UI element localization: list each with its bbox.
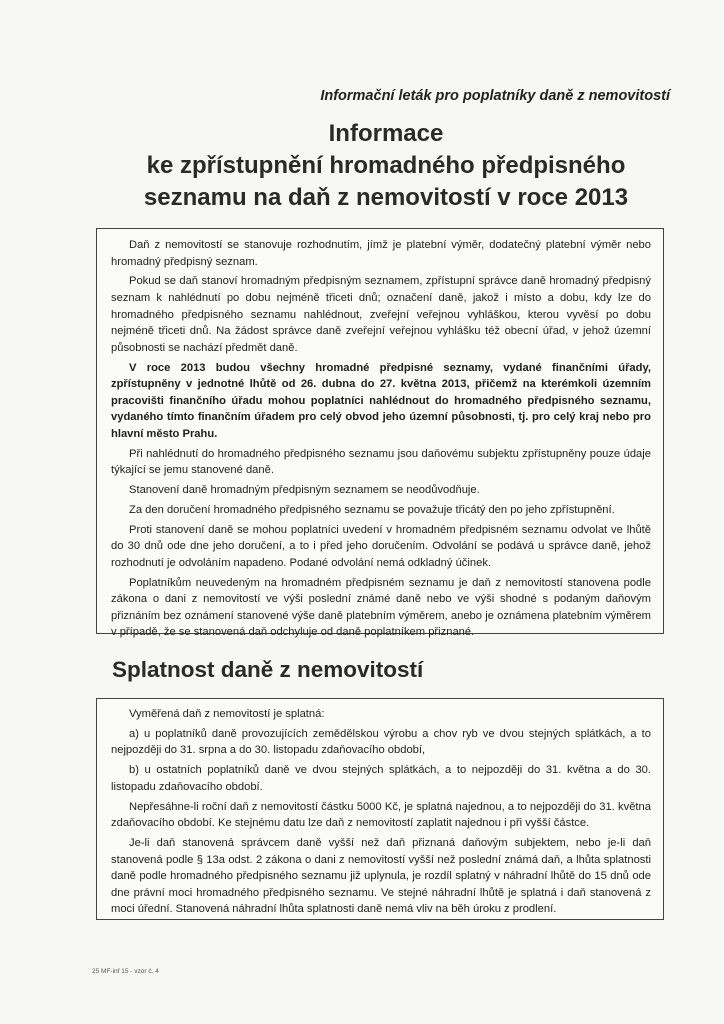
payment-paragraph: b) u ostatních poplatníků daně ve dvou stejných splátkách, a to nejpozději do 31. května a do 30. listopadu zdaňovacího období. xyxy=(111,764,651,793)
info-paragraph: Při nahlédnutí do hromadného předpisného seznamu jsou daňovému subjektu zpřístupněny pouze údaje týkající se jemu stanovené daně. xyxy=(111,447,651,477)
page-title xyxy=(96,118,676,214)
info-paragraph: Poplatníkům neuvedeným na hromadném předpisném seznamu je daň z nemovitostí stanovena podle zákona o dani z nemovitostí ve výši poslední známé daně nebo ve výši shodné s podaným daňovým přiznáním bez oznámení stanovené výše daně platebním výměrem, anebo je oznámena platebním výměrem v případě, že se stanovená daň odchyluje od daně poplatníkem přiznané. xyxy=(111,576,651,639)
info-paragraph: Za den doručení hromadného předpisného seznamu se považuje třicátý den po jeho zpřístupnění. xyxy=(129,503,615,516)
payment-paragraph: a) u poplatníků daně provozujících zemědělskou výrobu a chov ryb ve dvou stejných splátkách, a to nejpozději do 31. srpna a do 30. listopadu zdaňovacího období, xyxy=(111,727,651,757)
info-paragraph-highlight: V roce 2013 budou všechny hromadné předpisné seznamy, vydané finančními úřady, zpřístupněny v jednotné lhůtě od 26. dubna do 27. května 2013, přičemž na kterémkoli územním pracovišti finančního úřadu mohou poplatníci nahlédnout do hromadného předpisného seznamu, vydaného tímto finančním úřadem pro celý obvod jeho územní působnosti, tj. pro celý kraj nebo pro hlavní město Prahu. xyxy=(111,361,651,440)
title-line-3: seznamu na daň z nemovitostí v roce 2013 xyxy=(143,184,629,211)
info-box xyxy=(96,228,664,639)
payment-box xyxy=(96,698,664,920)
info-paragraph: Stanovení daně hromadným předpisným seznamem se neodůvodňuje. xyxy=(129,484,480,497)
info-paragraph: Proti stanovení daně se mohou poplatníci uvedení v hromadném předpisném seznamu odvolat ve lhůtě do 30 dnů ode dne jeho doručení, a to i před jeho doručením. Odvolání se podává u správce daně, jehož rozhodnutí je odvoláním napadeno. Podané odvolání nemá odkladný účinek. xyxy=(111,523,651,569)
title-line-1: Informace xyxy=(328,120,444,147)
info-paragraph: Pokud se daň stanoví hromadným předpisným seznamem, zpřístupní správce daně hromadný předpisný seznam k nahlédnutí po dobu nejméně třiceti dnů; označení daně, jakož i místo a dobu, kdy lze do hromadného předpisného seznamu nahlédnout, zveřejní veřejnou vyhláškou, kterou vyvěsí po dobu nejméně třiceti dnů. Na žádost správce daně zveřejní veřejnou vyhlášku též obecní úřad, v jehož územní působnosti se nachází předmět daně. xyxy=(111,275,651,354)
title-line-2: ke zpřístupnění hromadného předpisného xyxy=(146,152,626,179)
payment-paragraph: Vyměřená daň z nemovitostí je splatná: xyxy=(129,708,325,720)
payment-paragraph: Nepřesáhne-li roční daň z nemovitostí částku 5000 Kč, je splatná najednou, a to nejpozději do 31. května zdaňovacího období. Ke stejnému datu lze daň z nemovitostí zaplatit najednou i při vyšší částce. xyxy=(111,800,651,830)
info-paragraph: Daň z nemovitostí se stanovuje rozhodnutím, jímž je platební výměr, dodatečný platební výměr nebo hromadný předpisný seznam. xyxy=(111,239,651,268)
payment-paragraph: Je-li daň stanovená správcem daně vyšší než daň přiznaná daňovým subjektem, nebo je-li daň stanovená podle § 13a odst. 2 zákona o dani z nemovitostí vyšší než poslední známá daň, a lhůta splatnosti daně podle hromadného předpisného seznamu již uplynula, je rozdíl splatný v náhradní lhůtě do 15 dnů ode dne právní moci hromadného předpisného seznamu. Ve stejné náhradní lhůtě je splatná i daň stanovená z moci úřední. Stanovená náhradní lhůta splatnosti daně nemá vliv na běh úroku z prodlení. xyxy=(111,836,651,916)
form-code: 25 MF-inf 15 - vzor č. 4 xyxy=(92,968,159,975)
section-title: Splatnost daně z nemovitostí xyxy=(112,657,424,682)
leaflet-label: Informační leták pro poplatníky daně z nemovitostí xyxy=(320,88,670,104)
